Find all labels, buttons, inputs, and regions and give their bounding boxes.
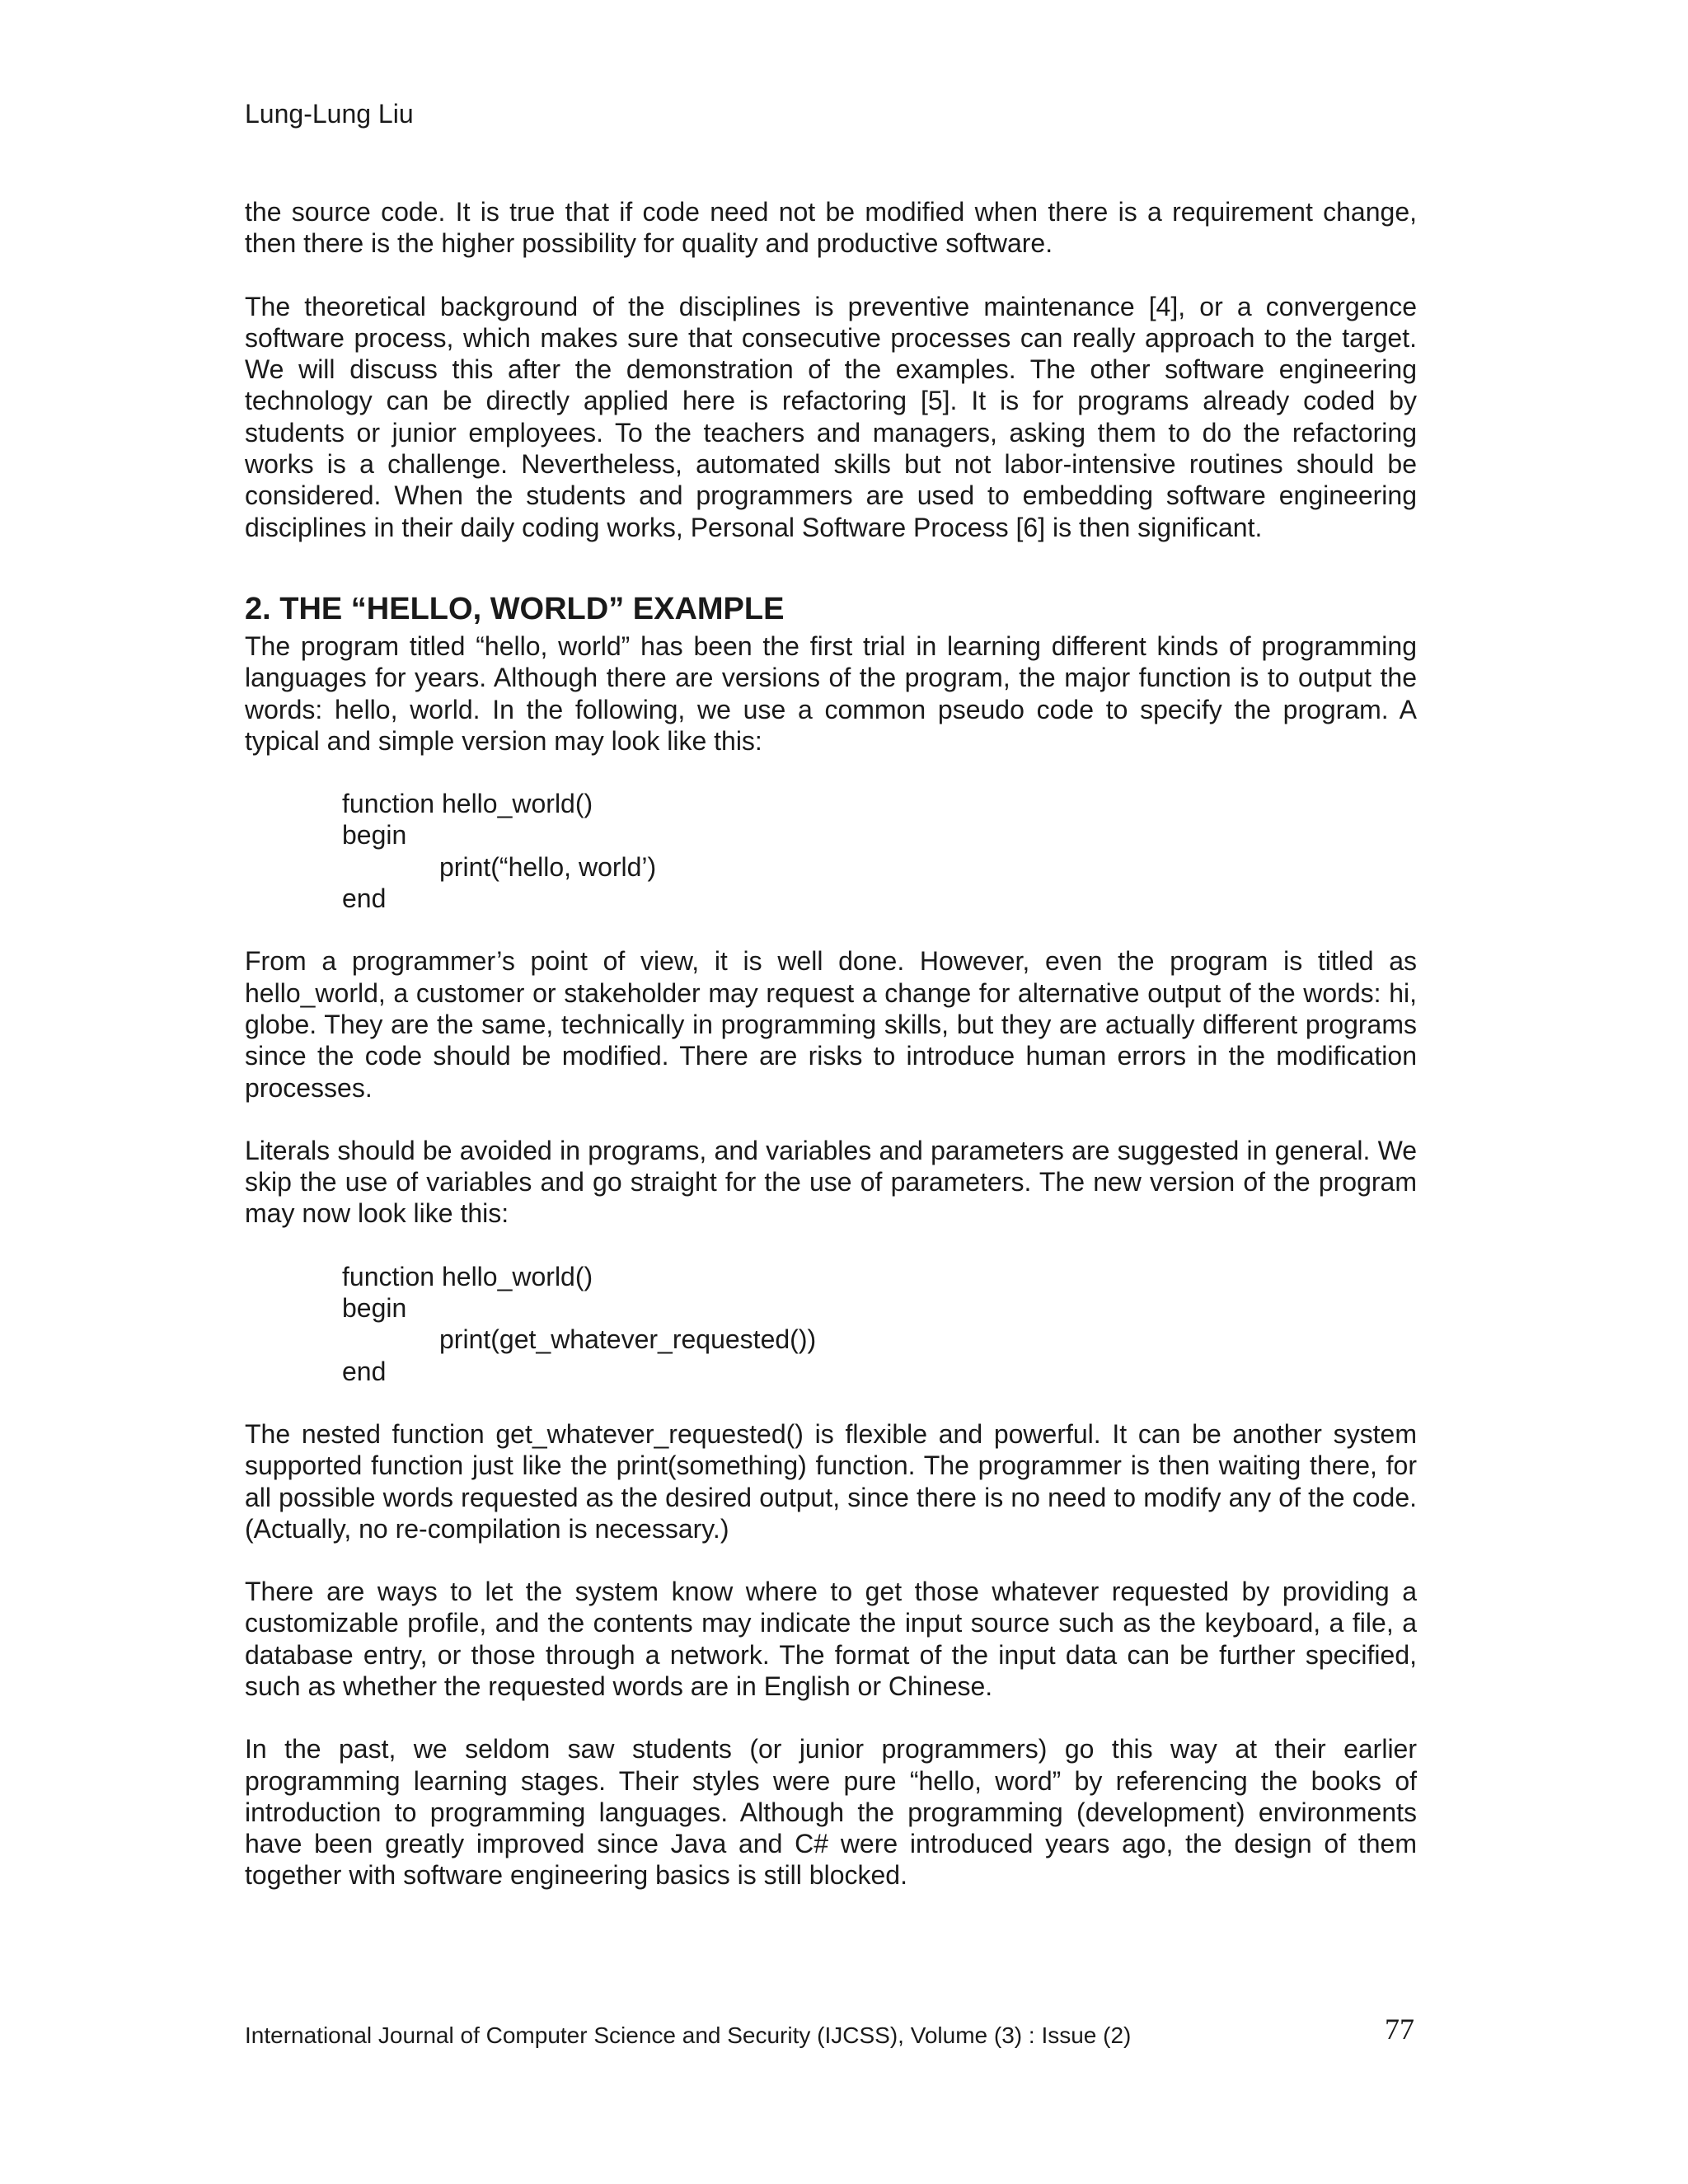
footer-page-number: 77 [1385, 2013, 1414, 2046]
paragraph-section-2: From a programmer’s point of view, it is well done. However, even the program is titled as hello_world, a customer or stakeholder may request a change for alternative output of the words: hi, globe. They are the same, technically in programming skills, but they are actually different programs since the code should be modified. There are risks to introduce human errors in the modification processes. [245, 946, 1417, 1103]
running-header-author: Lung-Lung Liu [245, 99, 414, 129]
code-line: begin [342, 820, 407, 851]
paragraph-section-6: In the past, we seldom saw students (or junior programmers) go this way at their earlier programming learning stages. Their styles were pure “hello, word” by referencing the books of introduction to programming languages. Although the programming (development) environments have been greatly improved since Java and C# were introduced years ago, the design of them together with software engineering basics is still blocked. [245, 1734, 1417, 1891]
paragraph-section-4: The nested function get_whatever_requested() is flexible and powerful. It can be another system supported function just like the print(something) function. The programmer is then waiting there, for all possible words requested as the desired output, since there is no need to modify any of the code. (Actually, no re-compilation is necessary.) [245, 1418, 1417, 1544]
code-line: print(get_whatever_requested()) [439, 1324, 817, 1355]
code-line: end [342, 1356, 387, 1386]
paragraph-intro-1: the source code. It is true that if code need not be modified when there is a requirement change, then there is the higher possibility for quality and productive software. [245, 197, 1417, 259]
section-heading: 2. THE “HELLO, WORLD” EXAMPLE [245, 591, 785, 626]
paragraph-section-1: The program titled “hello, world” has been the first trial in learning different kinds of programming languages for years. Although there are versions of the program, the major function is to output the words: hello, world. In the following, we use a common pseudo code to specify the program. A typical and simple version may look like this: [245, 630, 1417, 756]
paragraph-intro-2: The theoretical background of the disciplines is preventive maintenance [4], or a convergence software process, which makes sure that consecutive processes can really approach to the target. We will discuss this after the demonstration of the examples. The other software engineering technology can be directly applied here is refactoring [5]. It is for programs already coded by students or junior employees. To the teachers and managers, asking them to do the refactoring works is a challenge. Nevertheless, automated skills but not labor-intensive routines should be considered. When the students and programmers are used to embedding software engineering disciplines in their daily coding works, Personal Software Process [6] is then significant. [245, 291, 1417, 542]
code-line: function hello_world() [342, 1261, 593, 1291]
code-block-1 [245, 788, 1417, 914]
footer-journal-citation: International Journal of Computer Science and Security (IJCSS), Volume (3) : Issue (2) [245, 2022, 1132, 2048]
code-block-2 [245, 1261, 1417, 1387]
body-column [245, 196, 1417, 1891]
code-line: print(“hello, world’) [439, 851, 657, 882]
paragraph-section-3: Literals should be avoided in programs, and variables and parameters are suggested in general. We skip the use of variables and go straight for the use of parameters. The new version of the program may now look like this: [245, 1135, 1417, 1229]
code-line: function hello_world() [342, 789, 593, 819]
paragraph-section-5: There are ways to let the system know where to get those whatever requested by providing a customizable profile, and the contents may indicate the input source such as the keyboard, a file, a database entry, or those through a network. The format of the input data can be further specified, such as whether the requested words are in English or Chinese. [245, 1577, 1417, 1701]
code-line: end [342, 883, 387, 914]
code-line: begin [342, 1293, 407, 1324]
